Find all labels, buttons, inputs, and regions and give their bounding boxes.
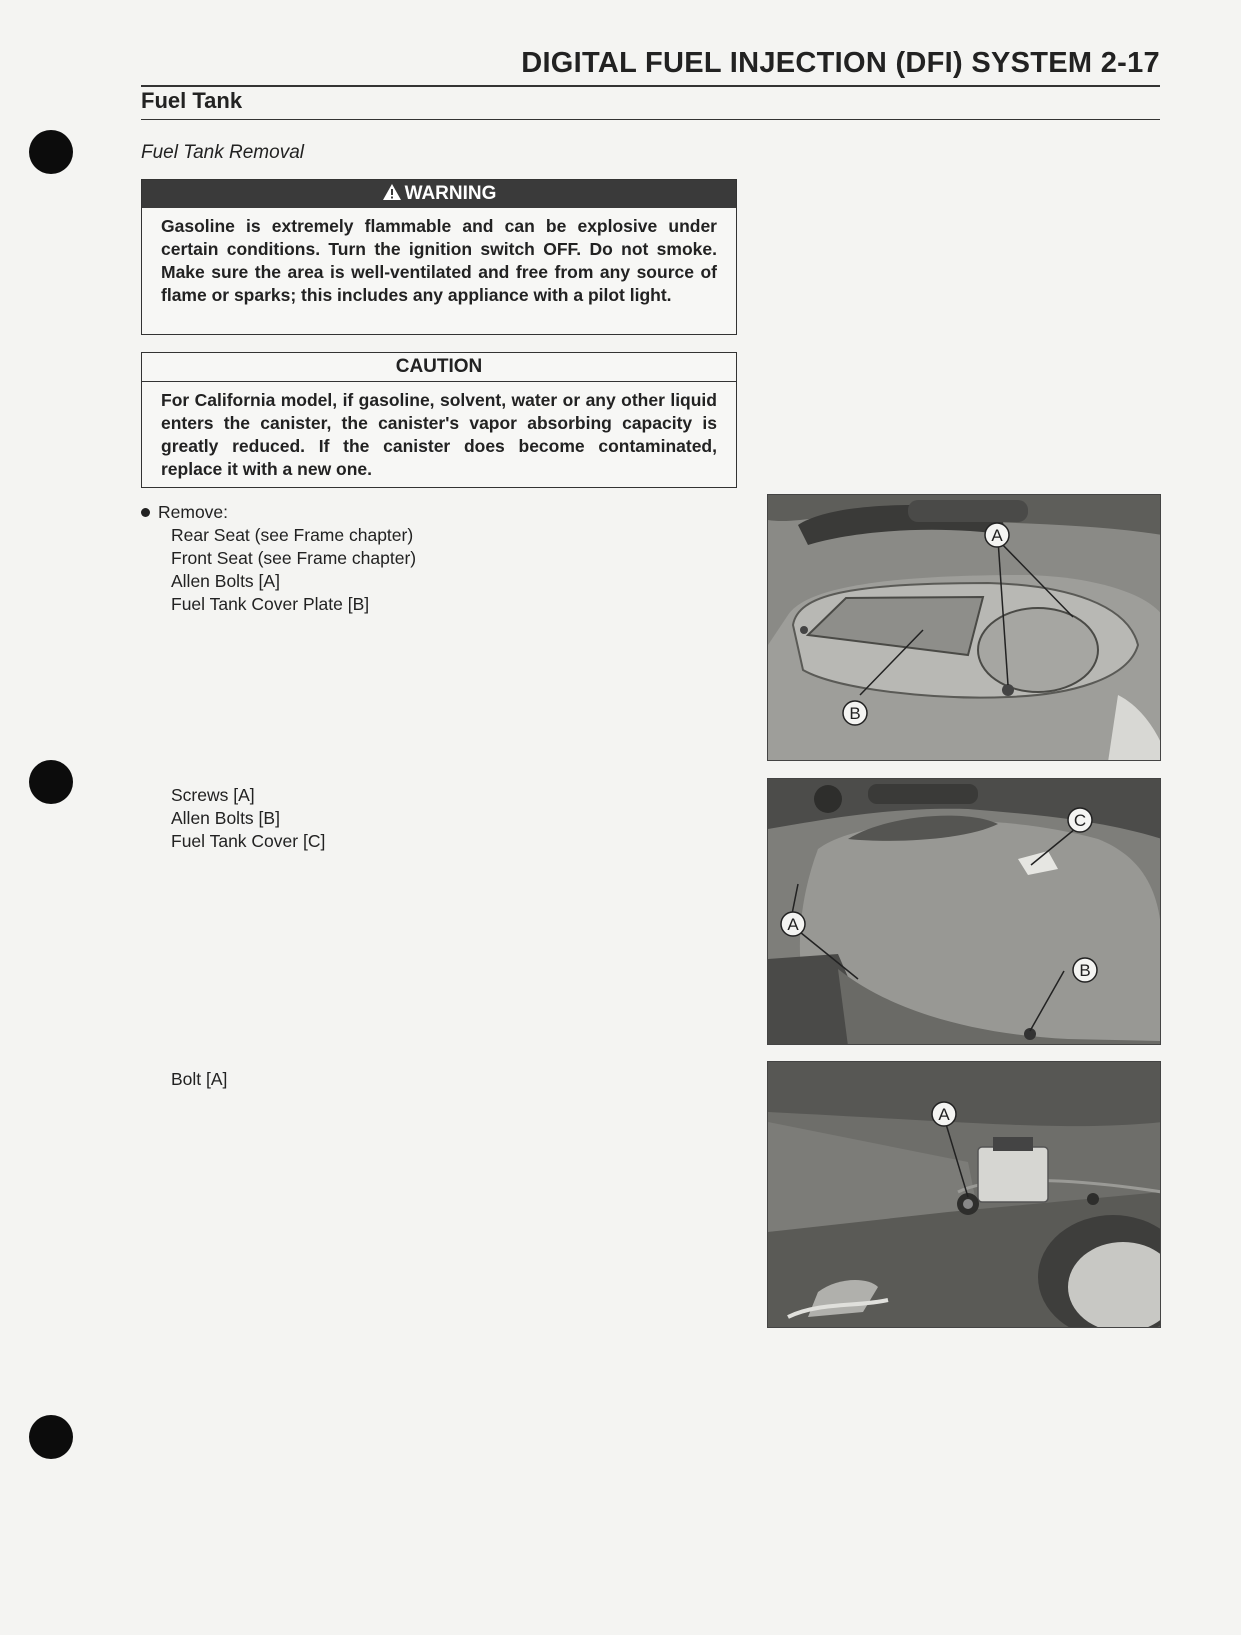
warning-text: Gasoline is extremely flammable and can be explosive under certain conditions. Turn the ignition switch OFF. Do not smoke. Make sure the area is well-ventilated and free from any source of flame or sparks; this includes any appliance with a pilot light. <box>161 216 717 305</box>
step-item: Fuel Tank Cover [C] <box>171 831 326 851</box>
figure-tank-bolt <box>767 1061 1161 1328</box>
callout-a <box>932 1102 956 1126</box>
callout-b <box>1073 958 1097 982</box>
callout-label: B <box>1079 961 1091 980</box>
punch-hole-bottom <box>29 1415 73 1459</box>
bullet-icon <box>141 508 150 517</box>
caution-box <box>141 352 737 488</box>
callout-label: C <box>1073 811 1087 830</box>
callout-b <box>843 701 867 725</box>
callout-label: B <box>849 704 861 723</box>
step-lead <box>141 501 416 524</box>
callout-c <box>1068 808 1092 832</box>
step-group-bolt <box>141 1068 227 1091</box>
callout-a <box>781 912 805 936</box>
punch-hole-top <box>29 130 73 174</box>
warning-label: WARNING <box>404 183 497 204</box>
header-rule <box>141 85 1160 87</box>
section-title: Fuel Tank <box>141 88 243 113</box>
figure-tank-cover <box>767 778 1161 1045</box>
callout-label: A <box>787 915 799 934</box>
warning-box <box>141 179 737 335</box>
callout-label: A <box>938 1105 950 1124</box>
caution-label: CAUTION <box>142 353 736 382</box>
figure-cover-plate <box>767 494 1161 761</box>
section-rule <box>141 119 1160 120</box>
step-item: Rear Seat (see Frame chapter) <box>171 525 414 545</box>
step-lead-text: Remove: <box>158 502 229 522</box>
caution-text: For California model, if gasoline, solvent, water or any other liquid enters the canister, the canister's vapor absorbing capacity is greatly reduced. If the canister does become contaminated, replace it with a new one. <box>161 390 717 479</box>
step-item: Screws [A] <box>171 785 255 805</box>
step-item: Front Seat (see Frame chapter) <box>171 548 417 568</box>
warning-header <box>142 180 736 208</box>
step-group-remove <box>141 501 416 616</box>
step-item: Allen Bolts [B] <box>171 808 280 828</box>
page-header-title: DIGITAL FUEL INJECTION (DFI) SYSTEM 2-17 <box>521 47 1160 79</box>
step-item: Fuel Tank Cover Plate [B] <box>171 594 370 614</box>
callout-label: A <box>991 526 1003 545</box>
step-group-cover <box>141 784 325 853</box>
step-item: Bolt [A] <box>171 1069 228 1089</box>
callout-a <box>985 523 1009 547</box>
warning-triangle-icon <box>382 182 402 210</box>
step-item: Allen Bolts [A] <box>171 571 280 591</box>
punch-hole-middle <box>29 760 73 804</box>
subheading: Fuel Tank Removal <box>141 142 304 163</box>
